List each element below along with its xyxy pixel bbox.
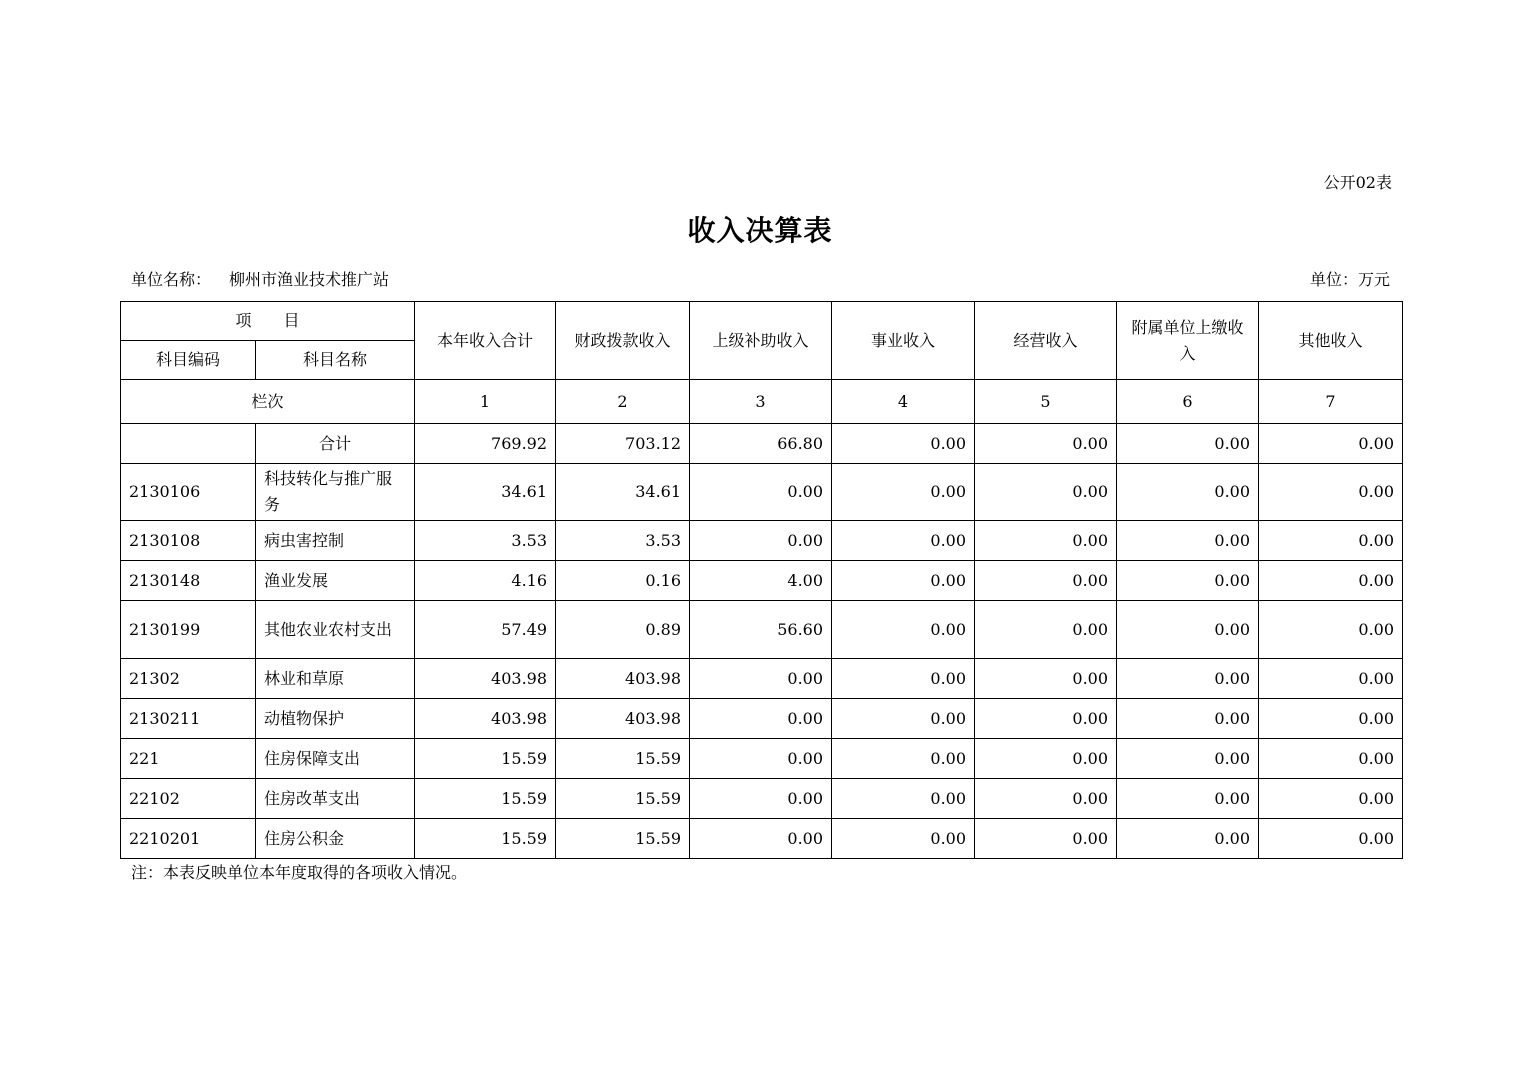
value-cell: 0.00 (1259, 521, 1403, 561)
index-cell: 6 (1117, 380, 1259, 424)
index-row (121, 380, 1403, 424)
unit-info (131, 267, 389, 290)
index-cell: 3 (690, 380, 832, 424)
value-cell: 0.00 (832, 464, 975, 521)
header-superior-subsidy: 上级补助收入 (690, 302, 832, 380)
value-cell: 15.59 (415, 779, 556, 819)
income-table (120, 301, 1403, 859)
value-cell: 0.00 (1117, 424, 1259, 464)
value-cell: 57.49 (415, 601, 556, 659)
value-cell: 0.00 (832, 601, 975, 659)
value-cell: 0.00 (1259, 739, 1403, 779)
index-cell: 4 (832, 380, 975, 424)
value-cell: 0.00 (975, 424, 1117, 464)
value-cell: 0.00 (690, 779, 832, 819)
header-operating-income: 经营收入 (975, 302, 1117, 380)
subject-name: 病虫害控制 (256, 521, 415, 561)
currency-unit: 单位：万元 (1309, 270, 1390, 289)
table-row (121, 464, 1403, 521)
value-cell: 0.16 (556, 561, 690, 601)
table-row (121, 779, 1403, 819)
value-cell: 0.00 (975, 739, 1117, 779)
value-cell: 0.00 (975, 779, 1117, 819)
value-cell: 0.00 (975, 521, 1117, 561)
index-cell: 5 (975, 380, 1117, 424)
value-cell: 0.00 (975, 819, 1117, 859)
value-cell: 0.00 (690, 521, 832, 561)
subject-code: 22102 (121, 779, 256, 819)
header-other-income: 其他收入 (1259, 302, 1403, 380)
subject-code: 2130148 (121, 561, 256, 601)
value-cell: 34.61 (415, 464, 556, 521)
total-code-cell (121, 424, 256, 464)
value-cell: 3.53 (415, 521, 556, 561)
subject-name: 渔业发展 (256, 561, 415, 601)
subject-code: 2130199 (121, 601, 256, 659)
table-row (121, 601, 1403, 659)
header-fiscal-income: 财政拨款收入 (556, 302, 690, 380)
form-number: 公开02表 (1323, 173, 1392, 192)
table-row (121, 699, 1403, 739)
table-note: 注：本表反映单位本年度取得的各项收入情况。 (131, 863, 468, 882)
value-cell: 34.61 (556, 464, 690, 521)
value-cell: 0.00 (975, 699, 1117, 739)
value-cell: 0.00 (1117, 819, 1259, 859)
value-cell: 0.00 (1259, 659, 1403, 699)
value-cell: 3.53 (556, 521, 690, 561)
value-cell: 703.12 (556, 424, 690, 464)
total-row (121, 424, 1403, 464)
value-cell: 0.00 (975, 464, 1117, 521)
index-cell: 1 (415, 380, 556, 424)
index-cell: 7 (1259, 380, 1403, 424)
value-cell: 4.16 (415, 561, 556, 601)
value-cell: 403.98 (415, 699, 556, 739)
value-cell: 0.00 (832, 521, 975, 561)
value-cell: 15.59 (556, 739, 690, 779)
subject-code: 2130211 (121, 699, 256, 739)
value-cell: 0.89 (556, 601, 690, 659)
table-row (121, 739, 1403, 779)
table-row (121, 561, 1403, 601)
subject-name: 住房保障支出 (256, 739, 415, 779)
value-cell: 0.00 (1259, 424, 1403, 464)
value-cell: 769.92 (415, 424, 556, 464)
value-cell: 0.00 (1117, 659, 1259, 699)
table-row (121, 659, 1403, 699)
value-cell: 0.00 (832, 699, 975, 739)
value-cell: 0.00 (1259, 464, 1403, 521)
value-cell: 0.00 (1117, 739, 1259, 779)
header-name: 科目名称 (256, 341, 415, 380)
value-cell: 0.00 (975, 659, 1117, 699)
subject-name: 动植物保护 (256, 699, 415, 739)
value-cell: 0.00 (832, 561, 975, 601)
value-cell: 0.00 (1117, 464, 1259, 521)
header-item: 项 目 (121, 302, 415, 341)
value-cell: 15.59 (415, 819, 556, 859)
value-cell: 0.00 (1259, 699, 1403, 739)
value-cell: 403.98 (556, 659, 690, 699)
value-cell: 0.00 (1259, 819, 1403, 859)
value-cell: 0.00 (975, 601, 1117, 659)
value-cell: 56.60 (690, 601, 832, 659)
value-cell: 0.00 (832, 424, 975, 464)
value-cell: 0.00 (1117, 521, 1259, 561)
total-label: 合计 (256, 424, 415, 464)
header-total-income: 本年收入合计 (415, 302, 556, 380)
value-cell: 0.00 (832, 659, 975, 699)
value-cell: 403.98 (415, 659, 556, 699)
value-cell: 0.00 (690, 699, 832, 739)
value-cell: 0.00 (690, 464, 832, 521)
header-code: 科目编码 (121, 341, 256, 380)
index-cell: 2 (556, 380, 690, 424)
page-title: 收入决算表 (687, 214, 833, 247)
value-cell: 15.59 (415, 739, 556, 779)
value-cell: 0.00 (1259, 601, 1403, 659)
unit-label: 单位名称： (131, 270, 212, 289)
unit-name: 柳州市渔业技术推广站 (229, 270, 390, 289)
value-cell: 0.00 (1259, 779, 1403, 819)
table-row (121, 521, 1403, 561)
value-cell: 0.00 (1117, 779, 1259, 819)
value-cell: 0.00 (1117, 699, 1259, 739)
subject-code: 2130106 (121, 464, 256, 521)
value-cell: 403.98 (556, 699, 690, 739)
subject-code: 21302 (121, 659, 256, 699)
value-cell: 0.00 (690, 739, 832, 779)
value-cell: 0.00 (832, 819, 975, 859)
subject-name: 林业和草原 (256, 659, 415, 699)
header-affiliate-income: 附属单位上缴收入 (1117, 302, 1259, 380)
value-cell: 0.00 (832, 779, 975, 819)
subject-name: 住房改革支出 (256, 779, 415, 819)
value-cell: 15.59 (556, 779, 690, 819)
value-cell: 0.00 (1117, 601, 1259, 659)
value-cell: 0.00 (975, 561, 1117, 601)
table-row (121, 819, 1403, 859)
subject-name: 科技转化与推广服务 (256, 464, 415, 521)
header-business-income: 事业收入 (832, 302, 975, 380)
subject-code: 2210201 (121, 819, 256, 859)
value-cell: 4.00 (690, 561, 832, 601)
value-cell: 0.00 (832, 739, 975, 779)
value-cell: 0.00 (690, 659, 832, 699)
subject-code: 2130108 (121, 521, 256, 561)
value-cell: 0.00 (690, 819, 832, 859)
value-cell: 0.00 (1117, 561, 1259, 601)
value-cell: 15.59 (556, 819, 690, 859)
subject-name: 其他农业农村支出 (256, 601, 415, 659)
subject-name: 住房公积金 (256, 819, 415, 859)
value-cell: 0.00 (1259, 561, 1403, 601)
index-label: 栏次 (121, 380, 415, 424)
subject-code: 221 (121, 739, 256, 779)
value-cell: 66.80 (690, 424, 832, 464)
